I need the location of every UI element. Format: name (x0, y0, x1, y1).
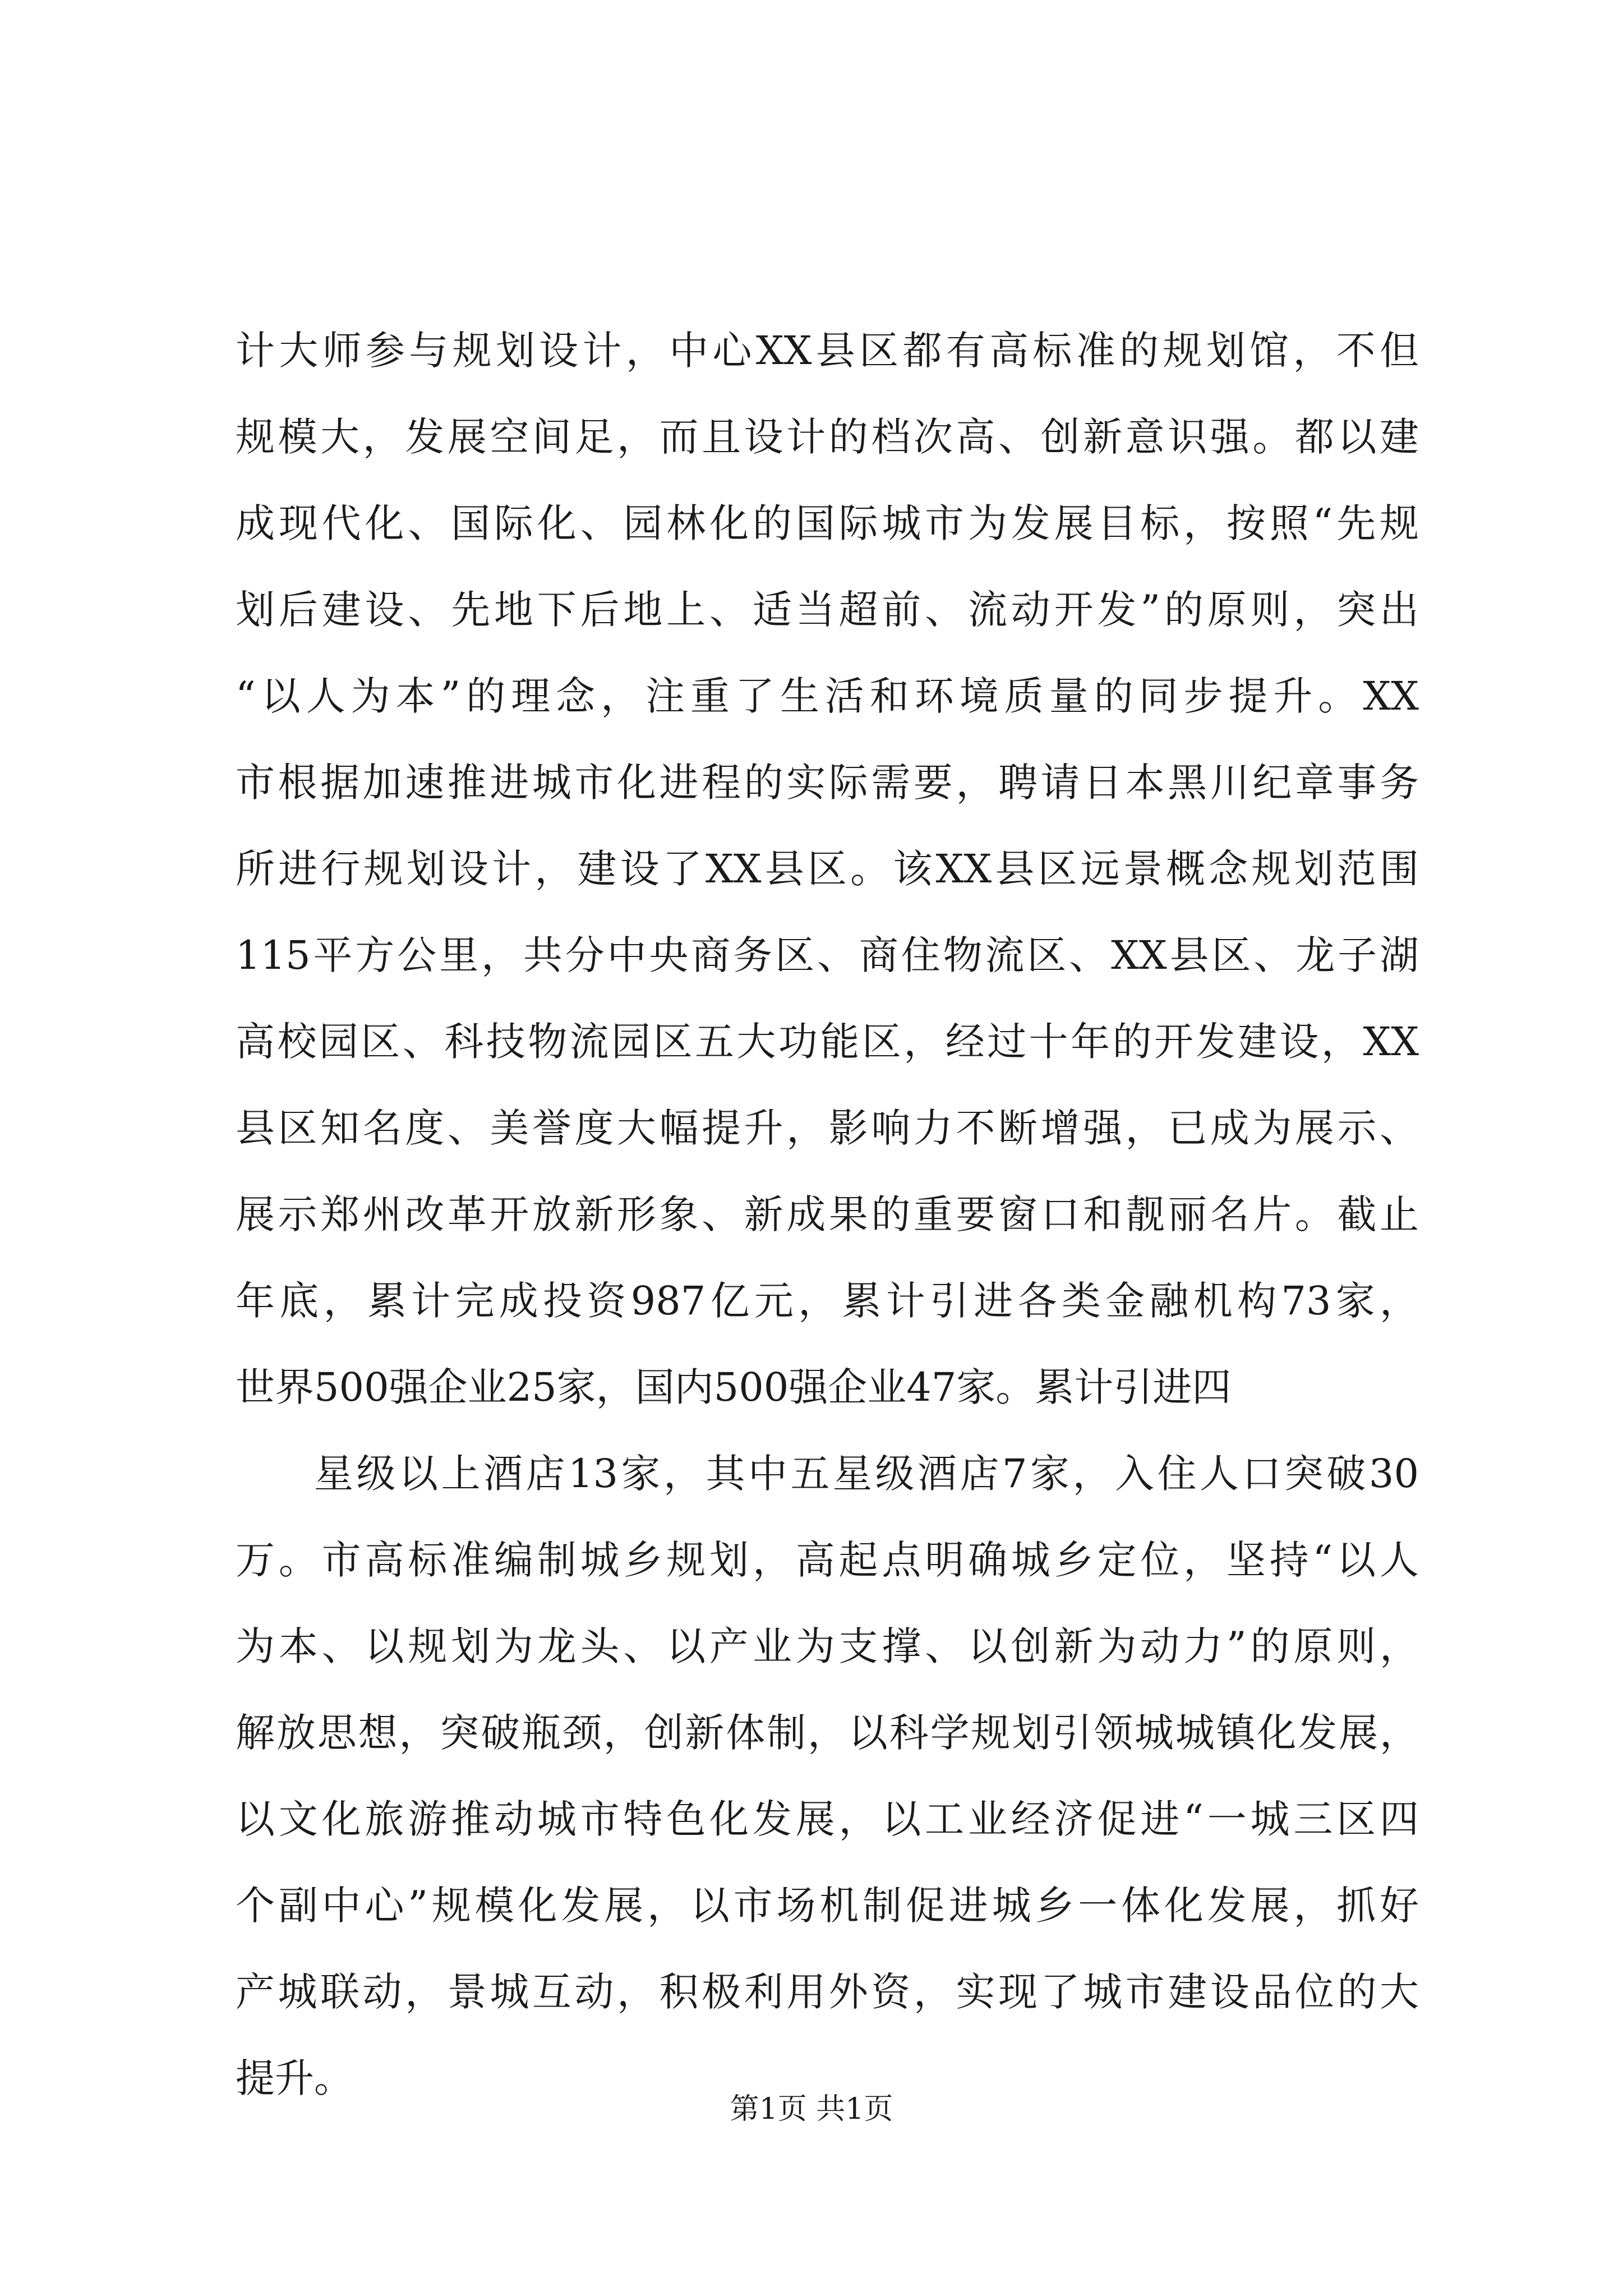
text-line: 产城联动，景城互动，积极利用外资，实现了城市建设品位的大 (236, 1969, 1419, 2015)
text-line: 115平方公里，共分中央商务区、商住物流区、XX县区、龙子湖 (236, 932, 1419, 978)
body-text (236, 307, 1419, 2122)
text-line: 展示郑州改革开放新形象、新成果的重要窗口和靓丽名片。截止 (236, 1191, 1419, 1237)
text-line: 个副中心”规模化发展，以市场机制促进城乡一体化发展，抓好 (236, 1883, 1419, 1929)
paragraph-end-line: 提升。 (236, 2055, 353, 2101)
paragraph-end-line: 世界500强企业25家，国内500强企业47家。累计引进四 (236, 1364, 1232, 1410)
text-line: 县区知名度、美誉度大幅提升，影响力不断增强，已成为展示、 (236, 1105, 1419, 1151)
text-line: 规模大，发展空间足，而且设计的档次高、创新意识强。都以建 (236, 414, 1419, 460)
text-line: 万。市高标准编制城乡规划，高起点明确城乡定位，坚持“以人 (236, 1537, 1419, 1583)
page-number: 第1页 共1页 (730, 2092, 893, 2126)
text-line: 市根据加速推进城市化进程的实际需要，聘请日本黑川纪章事务 (236, 760, 1419, 806)
text-line: 为本、以规划为龙头、以产业为支撑、以创新为动力”的原则， (236, 1623, 1419, 1669)
text-line: 划后建设、先地下后地上、适当超前、流动开发”的原则，突出 (236, 587, 1419, 633)
text-line: 年底，累计完成投资987亿元，累计引进各类金融机构73家， (236, 1278, 1419, 1324)
page-footer (0, 2087, 1623, 2132)
text-line: 计大师参与规划设计，中心XX县区都有高标准的规划馆，不但 (236, 328, 1419, 374)
paragraph-start-line: 星级以上酒店13家，其中五星级酒店7家，入住人口突破30 (314, 1451, 1419, 1497)
text-line: 解放思想，突破瓶颈，创新体制，以科学规划引领城城镇化发展， (236, 1710, 1419, 1756)
text-line: 高校园区、科技物流园区五大功能区，经过十年的开发建设，XX (236, 1019, 1419, 1065)
text-line: 以文化旅游推动城市特色化发展，以工业经济促进“一城三区四 (236, 1796, 1419, 1842)
text-line: 成现代化、国际化、园林化的国际城市为发展目标，按照“先规 (236, 500, 1419, 546)
text-line: 所进行规划设计，建设了XX县区。该XX县区远景概念规划范围 (236, 846, 1419, 892)
text-line: “以人为本”的理念，注重了生活和环境质量的同步提升。XX (236, 673, 1419, 719)
